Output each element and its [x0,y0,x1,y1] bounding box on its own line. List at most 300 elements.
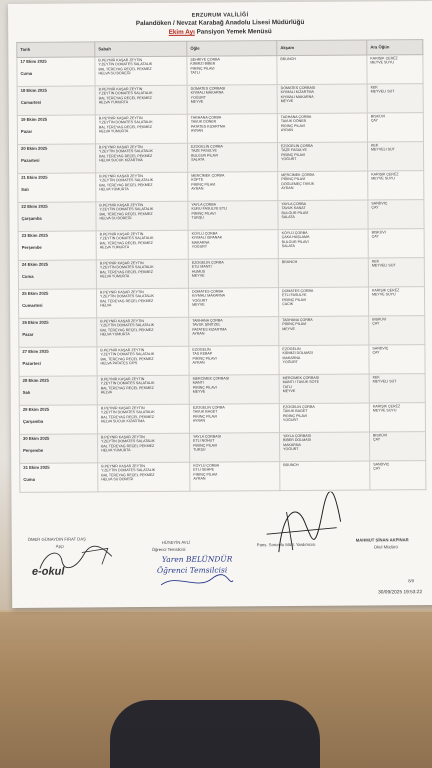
day-text: Pazar [20,128,33,134]
menu-item: BRUNCH [283,462,299,468]
sig-vice-principal-role: Pans. Sorumlu Müd. Yardımcısı [256,541,316,548]
eokul-logo: e-okul [31,565,65,578]
menu-item: B.PEYNİR KAŞAR ZEYTİN [98,58,143,63]
menu-item: BAL TEREYAĞ REÇEL PEKMEZ [98,124,152,130]
cell-sabah [95,56,187,86]
menu-item: KIYMALI MAKARNA [280,94,314,99]
cell-ogle [188,172,278,202]
menu-item: HELVA YUMURTA [98,129,129,134]
cell-sabah [96,201,188,231]
menu-item: B.PEYNİR KAŞAR ZEYTİN [100,348,145,353]
menu-item: ÇAY [370,118,378,123]
date-text: 23 Ekim 2025 [21,232,48,238]
cell-date [20,463,98,493]
menu-item: HELVA YUMURTA [98,100,129,105]
cell-sabah [97,404,189,434]
menu-paper [8,1,432,608]
menu-item: B.PEYNİR KAŞAR ZEYTİN [99,174,143,179]
menu-item: BAL TEREYAĞ REÇEL PEKMEZ [100,298,154,304]
cell-date [18,289,96,319]
menu-item: BİSKÜVİ [372,317,387,322]
menu-item: YAYLA ÇORBA [281,201,307,207]
menu-item: Y.ZEYTİN DOMATES SALATALIK [100,381,155,386]
menu-item: MEYVE SUYU [371,176,395,181]
menu-item: HELVA [100,390,112,395]
menu-item: ÇAY [373,437,381,442]
menu-item: YAYLA ÇORBA [191,202,217,207]
menu-item: KARIŞIK ÇEREZ [370,56,398,61]
table-row [18,171,424,203]
day-text: Perşembe [23,447,44,453]
cell-date [19,318,97,348]
menu-item: AYRAN [193,476,206,481]
student-signature-ink [157,570,237,593]
menu-item: TATLI [282,384,292,389]
menu-item: BAL TEREYAĞ REÇEL PEKMEZ [100,414,155,420]
menu-item: PİRİNÇ PİLAVI [282,413,308,418]
vice-principal-signature-ink [256,492,346,563]
table-row [17,55,423,87]
menu-item: BULGUR PİLAVI [281,239,309,244]
menu-item: MEYVE SUYU [370,60,395,65]
menu-item: Y.ZEYTİN DOMATES SALATALIK [100,294,154,299]
cell-ara [369,403,425,432]
table-row [20,432,426,464]
menu-item: TURŞU [193,447,206,452]
menu-item: KIYMALI MAKARNA [190,90,224,96]
menu-item: HELVA YUMURTA [100,332,130,337]
cell-ara [370,461,426,490]
menu-item: KIRMIZI DOLMASI [282,351,313,356]
menu-item: ÇAY [371,205,379,210]
day-text: Cumartesi [20,99,42,105]
menu-item: YOĞURT [192,298,208,303]
menu-item: BAL TEREYAĞ REÇEL PEKMEZ [98,66,152,72]
col-header-lunch: Öğle [187,41,277,57]
cell-aksam [279,345,369,375]
menu-item: B.PEYNİR KAŞAR ZEYTİN [101,435,145,440]
menu-item: EZOGELİN ÇORBA [282,404,315,410]
cell-sabah [96,230,188,260]
menu-item: BAL TEREYAĞ REÇEL PEKMEZ [100,356,154,362]
table-row [18,287,424,319]
day-text: Çarşamba [21,215,42,221]
cell-date [17,57,95,87]
menu-item: KEK [370,85,378,90]
cell-ogle [189,346,279,376]
menu-item: PATATES KIZARTMA [190,124,226,129]
cell-aksam [279,316,369,346]
cell-sabah [96,259,188,289]
menu-item: MEYVE [282,389,296,394]
day-text: Pazar [22,331,34,337]
cell-ogle [190,462,280,492]
handwritten-role: Öğrenci Temsilcisi [156,565,228,575]
menu-item: TARHANA ÇORBA [282,317,313,323]
menu-item: MAKARNA [283,442,301,447]
day-text: Pazartesi [22,360,41,366]
menu-item: SANDVİÇ [371,201,388,206]
cell-ogle [187,85,277,115]
menu-item: MAKARNA [282,355,301,360]
day-text: Cuma [23,476,35,482]
date-text: 27 Ekim 2025 [22,348,49,354]
menu-item: TARHANA ÇORBA [192,318,223,323]
menu-item: KÖYLÜ ÇORBA [191,231,218,236]
menu-item: EZOGELİN ÇORBA [192,405,225,410]
cell-date [17,144,95,174]
cell-aksam [278,258,368,288]
menu-item: KEK [372,375,380,380]
menu-item: BAL TEREYAĞ REÇEL PEKMEZ [100,327,154,333]
menu-body [17,55,426,493]
menu-item: BAL TEREYAĞ REÇEL PEKMEZ [98,95,152,101]
cell-ogle [189,375,279,405]
cell-ogle [187,143,277,173]
menu-item: Y.ZEYTİN DOMATES SALATALIK [100,352,155,357]
menu-item: EZOGELİN ÇORBA [191,260,224,265]
menu-item: KARIŞIK ÇEREZ [372,404,401,409]
cell-aksam [278,287,368,317]
menu-item: B.PEYNİR KAŞAR ZEYTİN [101,464,145,469]
menu-item: PİRİNÇ PİLAVI [282,322,307,327]
menu-item: TARHANA ÇORBA [280,114,312,120]
cell-sabah [96,288,188,318]
menu-item: ÇAY [372,321,380,326]
menu-item: HUMUS [191,269,206,274]
table-row [19,345,425,377]
menu-item: TAZE FASULYE [281,148,307,153]
menu-item: YAYLA ÇORBASI [283,433,312,439]
menu-item: TAVUK BAGET [192,409,218,415]
menu-item: PİRİNÇ PİLAVI [192,414,218,419]
cell-aksam [279,374,369,404]
cell-ogle [188,288,278,318]
page-number: 8/9 [408,578,415,584]
cell-aksam [278,200,368,230]
menu-item: PATATES KIZARTMA [192,327,227,332]
table-row [18,200,424,232]
menu-item: BİBER DOLMASI [283,438,312,443]
menu-item: BİSKÜVİ [371,230,386,235]
cell-ara [369,345,425,374]
menu-item: B.PEYNİR KAŞAR ZEYTİN [98,87,143,92]
cell-aksam [280,461,370,491]
cell-ara [368,229,424,258]
cell-sabah [97,346,189,376]
sig-cook-role: Aşçı [55,543,64,549]
day-text: Perşembe [21,244,42,250]
menu-item: B.PEYNİR KAŞAR ZEYTİN [100,319,144,324]
col-header-date: Tarih [17,42,95,58]
menu-item: BAL TEREYAĞ REÇEL PEKMEZ [101,443,155,449]
menu-item: B.PEYNİR KAŞAR ZEYTİN [100,290,144,295]
menu-item: TAVUK DÖNER [190,119,217,125]
cell-date [19,376,97,406]
menu-item: BRUNCH [280,56,296,62]
menu-item: HELVA SU BÖREĞİ [101,477,134,482]
menu-item: B.PEYNİR KAŞAR ZEYTİN [98,145,143,150]
header-governorship: ERZURUM VALİLİĞİ [191,12,249,19]
col-header-snack: Ara Öğün [367,40,423,55]
cell-sabah [96,172,188,202]
menu-item: KIRMIZI BİBER [190,61,216,67]
menu-item: HELVA YUMURTA [99,187,129,192]
cell-ogle [188,201,278,231]
menu-item: BİSKÜVİ [370,114,385,119]
menu-item: Y.ZEYTİN DOMATES SALATALIK [99,207,154,212]
menu-item: BAL TEREYAĞ REÇEL PEKMEZ [99,269,154,275]
menu-item: MEYVELİ SÜT [371,147,395,152]
sig-student-name: HÜSEYİN AVLİ [161,539,191,545]
menu-item: KEK [371,259,380,264]
menu-item: EZOGELİN ÇORBA [280,143,313,149]
menu-item: TAZE FASULYE [191,148,217,154]
menu-item: SANDVİÇ [372,346,389,351]
menu-item: Y.ZEYTİN DOMATES SALATALIK [99,236,154,241]
print-timestamp: 30/09/2025 19:53:22 [378,590,423,596]
menu-item: PİRİNÇ PİLAVI [190,66,215,71]
menu-item: HELVA SU BÖREĞİ [98,71,131,76]
date-text: 25 Ekim 2025 [22,290,49,296]
menu-item: Y.ZEYTİN DOMATES SALATALIK [99,149,153,154]
menu-item: BULGUR PİLAVI [191,153,218,158]
cell-ogle [187,56,277,86]
col-header-dinner: Akşam [277,40,367,56]
menu-item: SALATA [281,244,295,249]
menu-item: MAKARNA [191,240,210,245]
menu-item: SANDVİÇ [373,462,390,467]
menu-item: TAVUK KANAT [281,206,306,211]
title-rest: Pansiyon Yemek Menüsü [196,28,272,36]
cell-aksam [277,113,367,143]
menu-item: Y.ZEYTİN DOMATES SALATALIK [98,62,153,67]
menu-item: ETLİ FASULYE [282,293,307,298]
menu-item: YAYLA ÇORBASI [193,434,222,439]
menu-item: PİRİNÇ PİLAVI [192,356,217,361]
menu-item: Y.ZEYTİN DOMATES SALATALIK [99,265,154,270]
menu-item: YOĞURT [282,360,298,365]
menu-item: KIYMALI ISPANAK [191,235,223,241]
cell-ogle [189,404,279,434]
menu-item: ETLİ MANTI [191,264,212,270]
cell-ara [368,171,424,200]
date-text: 20 Ekim 2025 [20,145,48,151]
menu-item: KÖYLÜ ÇORBA [281,230,308,236]
menu-item: MERCİMEK ÇORBASI [192,376,230,381]
menu-item: MEYVELİ SÜT [372,379,397,384]
day-text: Pazartesi [21,157,40,163]
menu-item: PİRİNÇ PİLAVI [192,385,217,390]
menu-item: HELVA YUMURTA [101,448,131,453]
menu-item: B.PEYNİR KAŞAR ZEYTİN [100,406,145,411]
menu-item: YOĞURT [283,447,299,452]
day-text: Cuma [20,70,33,76]
menu-item: PİRİNÇ PİLAVI [193,472,218,477]
menu-item: HELVA YUMURTA [99,245,130,250]
cell-aksam [279,403,369,433]
menu-item: ÇAY [373,466,381,471]
table-row [17,113,423,145]
cell-sabah [97,375,189,405]
menu-item: KARIŞIK ÇEREZ [371,288,400,293]
menu-item: MEYVE SUYU [372,408,397,413]
cell-sabah [95,114,187,144]
cell-date [18,202,96,232]
sig-principal-name: MAHMUT SİNAN AKPINAR [355,537,409,543]
menu-item: KARIŞIK ÇEREZ [371,172,399,177]
menu-item: HELVA PATATES CIPS [100,361,138,366]
menu-item: BULGUR PİLAVI [281,210,309,215]
cell-ara [367,142,423,171]
menu-item: Y.ZEYTİN DOMATES SALATALIK [101,468,156,473]
menu-item: PİRİNÇ PİLAVI [193,443,218,448]
date-text: 31 Ekim 2025 [23,464,50,470]
menu-item: TAVUK ŞİNİTZEL [192,322,221,328]
table-row [18,229,424,261]
table-row [17,84,423,116]
menu-item: Y.ZEYTİN DOMATES SALATALIK [98,120,153,125]
cell-ogle [188,259,278,289]
menu-item: Y.ZEYTİN DOMATES SALATALIK [99,178,154,183]
menu-item: TAVUK DÖNER [280,119,307,124]
menu-item: Y.ZEYTİN DOMATES SALATALIK [100,323,155,328]
menu-item: HELVA SU BÖREĞİ [99,216,132,221]
cell-ara [368,200,424,229]
menu-item: BAL TEREYAĞ REÇEL PEKMEZ [99,211,153,217]
menu-item: SALATA [281,215,295,220]
cell-date [18,173,96,203]
menu-item: MERCİMEK ÇORBASI [282,375,320,381]
table-row [17,142,423,174]
date-text: 29 Ekim 2025 [22,406,50,412]
menu-item: EZOGELİN ÇORBA [190,144,223,149]
cell-ogle [187,114,277,144]
menu-item: BAL TEREYAĞ REÇEL PEKMEZ [100,385,154,391]
menu-item: MEYVE [192,389,206,394]
menu-item: EZOGELİN [192,347,211,352]
menu-item: MEYVELİ SÜT [371,263,396,268]
menu-item: YOĞURT [190,95,206,100]
menu-item: TURŞU [191,215,204,220]
menu-item: TAS KEBAP [192,351,213,357]
menu-item: MEYVE [192,302,205,307]
cell-date [19,405,97,435]
cell-aksam [277,55,367,85]
table-row [19,316,425,348]
menu-item: PİRİNÇ PİLAVI [281,177,306,182]
day-text: Cumartesi [22,302,43,308]
cell-date [18,231,96,261]
title-highlight: Ekim Ayı [168,28,195,36]
menu-item: DOMATES ÇORBASI [280,85,316,91]
cell-aksam [279,432,369,462]
menu-item: ÇAY [371,234,379,239]
menu-item: B.PEYNİR KAŞAR ZEYTİN [99,232,144,237]
menu-item: B.PEYNİR KAŞAR ZEYTİN [100,377,145,382]
menu-item: AYRAN [190,128,204,133]
menu-item: AYRAN [280,128,294,133]
menu-item: AYRAN [281,186,294,191]
cell-ara [367,55,423,84]
cell-ogle [190,433,280,463]
menu-item: BİSKÜVİ [373,433,388,438]
menu-item: TARHANA ÇORBA [190,115,222,120]
menu-item: DOMATES ÇORBASI [190,86,226,91]
menu-item: ÇAKA HAŞLAMA [281,235,310,240]
menu-item: HELVA [100,303,112,308]
menu-item: AYRAN [192,418,206,423]
menu-item: KIYMALI MAKARNA [192,293,226,299]
cell-ara [367,84,423,113]
menu-item: EZOGELİN [282,346,301,352]
menu-item: PİRİNÇ PİLAVI [280,123,305,128]
menu-item: HELVA SUCUK KIZARTMA [99,158,143,163]
cell-ara [369,316,425,345]
menu-item: B.PEYNİR KAŞAR ZEYTİN [99,261,144,266]
cell-aksam [277,84,367,114]
menu-item: PİRİNÇ PİLAVI [281,152,306,157]
cell-aksam [278,229,368,259]
cell-ara [368,258,424,287]
date-text: 19 Ekim 2025 [20,116,48,122]
cell-sabah [97,317,189,347]
cell-aksam [278,171,368,201]
menu-item: HELVA SUCUK KIZARTMA [100,419,145,424]
cell-ara [368,287,424,316]
sig-student-role: Öğrenci Temsilcisi [151,546,186,553]
cell-sabah [95,143,187,173]
day-text: Cuma [21,273,34,279]
date-text: 24 Ekim 2025 [21,261,49,267]
menu-item: SALATA [191,157,205,162]
menu-item: Y.ZEYTİN DOMATES SALATALIK [98,91,153,96]
table-row [20,461,426,493]
date-text: 22 Ekim 2025 [21,203,48,209]
menu-item: TAVUK BAGET [282,409,308,414]
menu-item: AYRAN [191,186,204,191]
dark-shoe-shadow [110,700,320,768]
menu-item: TATLI [190,70,200,75]
menu-item: MEYVE SUYU [372,292,396,297]
cell-ogle [189,317,279,347]
cell-aksam [277,142,367,172]
day-text: Salı [22,389,31,395]
menu-item: ETLİ SEHPE [193,467,215,473]
cell-date [18,260,96,290]
table-row [18,258,424,290]
sig-cook-name: ÖMER GÜNAYDIN FIRAT DAŞ [27,536,86,542]
menu-item: MEYVE [280,99,294,104]
date-text: 21 Ekim 2025 [21,174,48,180]
menu-item: BAL TEREYAĞ REÇEL PEKMEZ [99,153,153,159]
menu-item: BAL TEREYAĞ REÇEL PEKMEZ [101,472,155,478]
table-row [19,374,425,406]
menu-item: MEYVE [282,326,295,331]
menu-item: PİRİNÇ PİLAVI [191,211,216,216]
cell-ogle [188,230,278,260]
menu-item: MEYVE [191,273,205,278]
menu-item: MANTI / TAVUK SOTE [282,380,320,385]
menu-item: KEK [370,143,379,148]
cell-ara [369,432,425,461]
menu-item: B.PEYNİR KAŞAR ZEYTİN [98,116,143,121]
cell-sabah [98,433,190,463]
cell-date [17,115,95,145]
menu-item: ŞEHRİYE ÇORBA [190,57,220,62]
menu-item: DÖĞLEMEÇ TAVUK [281,181,315,186]
menu-item: B.PEYNİR KAŞAR ZEYTİN [99,203,144,208]
